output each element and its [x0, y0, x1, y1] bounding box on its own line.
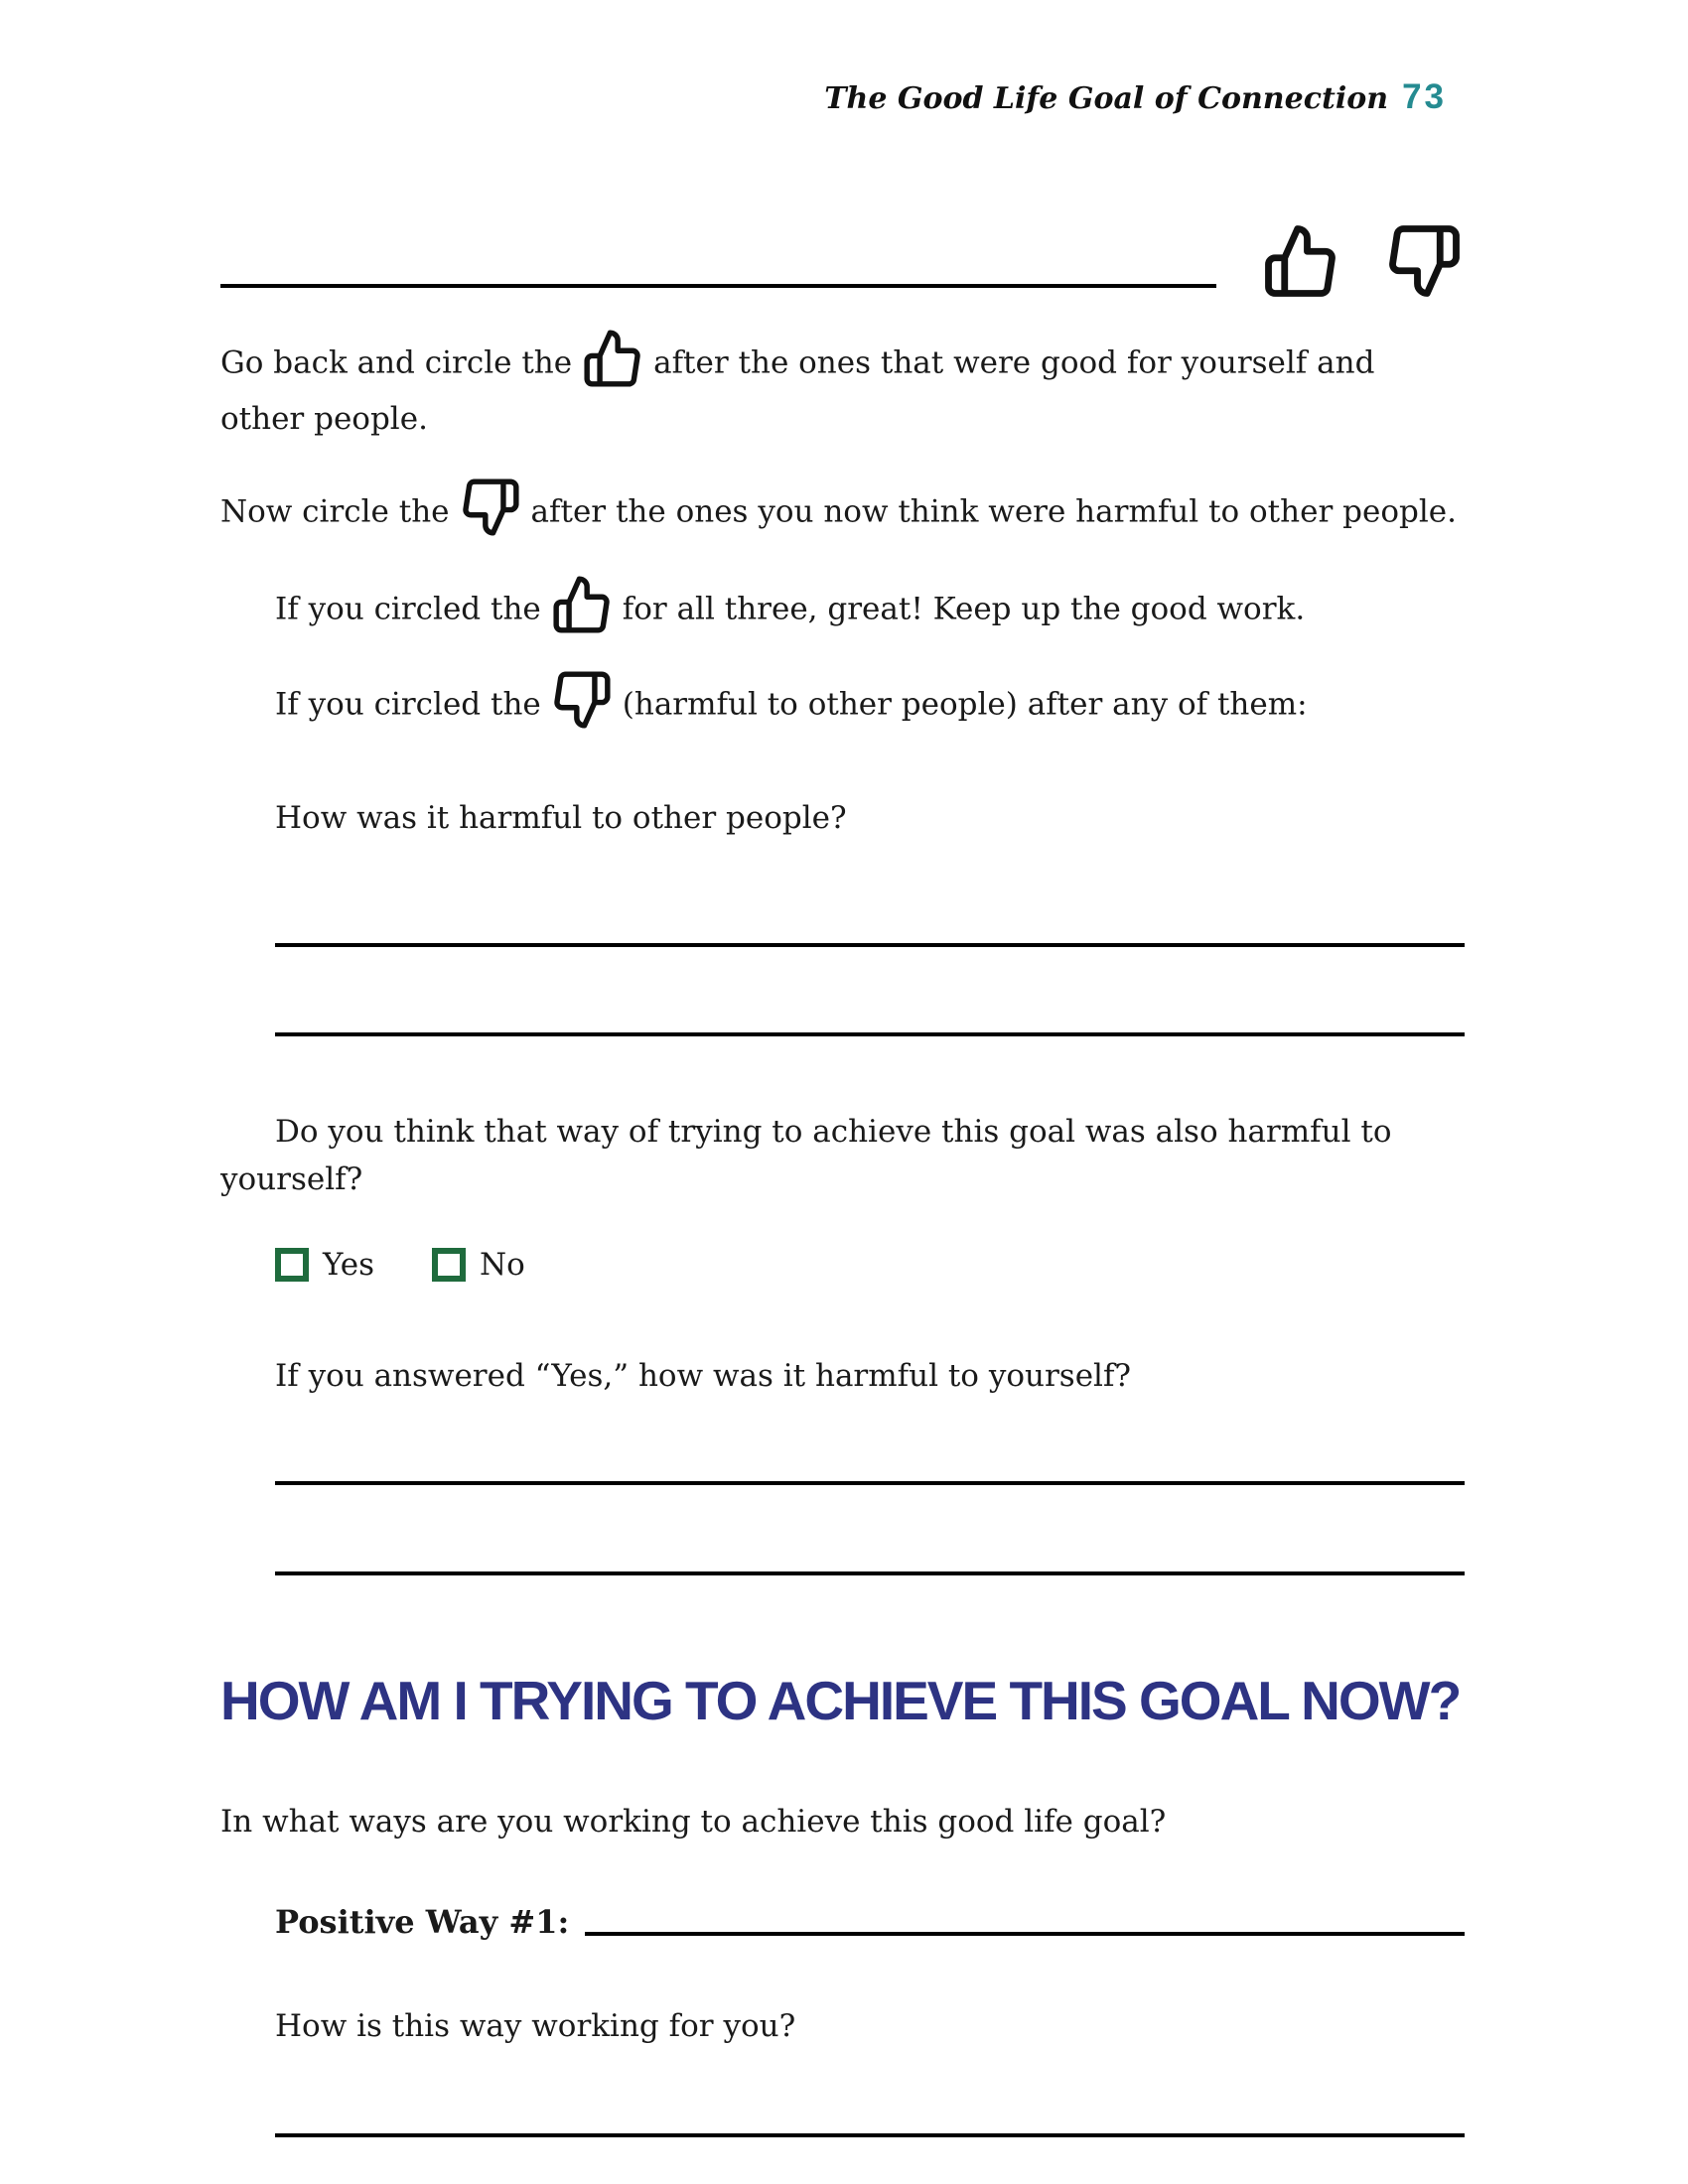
condition-text: for all three, great! Keep up the good work. [622, 591, 1306, 627]
question-if-yes: If you answered “Yes,” how was it harmful to yourself? [275, 1358, 1132, 1395]
answer-line[interactable] [275, 943, 1465, 947]
condition-text: (harmful to other people) after any of them: [622, 686, 1308, 723]
no-checkbox[interactable] [432, 1248, 466, 1282]
condition-thumbs-up [275, 580, 1465, 641]
answer-line[interactable] [275, 1571, 1465, 1575]
positive-way-row [275, 1903, 1465, 1941]
page-header [220, 77, 1465, 117]
section-heading: HOW AM I TRYING TO ACHIEVE THIS GOAL NOW? [220, 1670, 1461, 1732]
question-working: How is this way working for you? [275, 2008, 796, 2045]
thumbs-up-icon [1262, 222, 1339, 300]
positive-way-label: Positive Way #1: [275, 1903, 570, 1942]
answer-line[interactable] [275, 1481, 1465, 1485]
instruction-text: after the ones that were good for yourself and other people. [220, 344, 1375, 437]
question-harmful-others: How was it harmful to other people? [275, 800, 847, 837]
thumbs-down-icon [551, 669, 613, 731]
thumbs-up-icon [551, 574, 613, 635]
top-answer-row [220, 214, 1465, 300]
answer-line[interactable] [220, 284, 1216, 288]
thumbs-up-icon [582, 328, 643, 389]
instruction-text: after the ones you now think were harmful to other people. [530, 493, 1457, 530]
instruction-circle-thumbs-up [220, 334, 1462, 443]
question-text: yourself? [220, 1161, 363, 1198]
instruction-text: Go back and circle the [220, 344, 573, 381]
answer-line[interactable] [585, 1932, 1465, 1936]
page-number: 73 [1402, 77, 1447, 116]
condition-text: If you circled the [275, 686, 541, 723]
answer-line[interactable] [275, 1032, 1465, 1036]
yes-label: Yes [323, 1247, 375, 1284]
thumbs-down-icon [460, 477, 521, 538]
no-label: No [480, 1247, 525, 1284]
yes-checkbox[interactable] [275, 1248, 309, 1282]
condition-text: If you circled the [275, 591, 541, 627]
instruction-circle-thumbs-down [220, 482, 1465, 544]
answer-line[interactable] [275, 2133, 1465, 2137]
condition-thumbs-down [275, 675, 1465, 737]
question-text: Do you think that way of trying to achieve this goal was also harmful to [275, 1114, 1392, 1151]
thumbs-down-icon [1385, 222, 1463, 300]
instruction-text: Now circle the [220, 493, 450, 530]
section-intro: In what ways are you working to achieve this good life goal? [220, 1804, 1167, 1841]
question-harmful-self [220, 1108, 1462, 1203]
yes-no-choice [275, 1247, 1465, 1283]
running-head-title: The Good Life Goal of Connection [824, 81, 1389, 116]
